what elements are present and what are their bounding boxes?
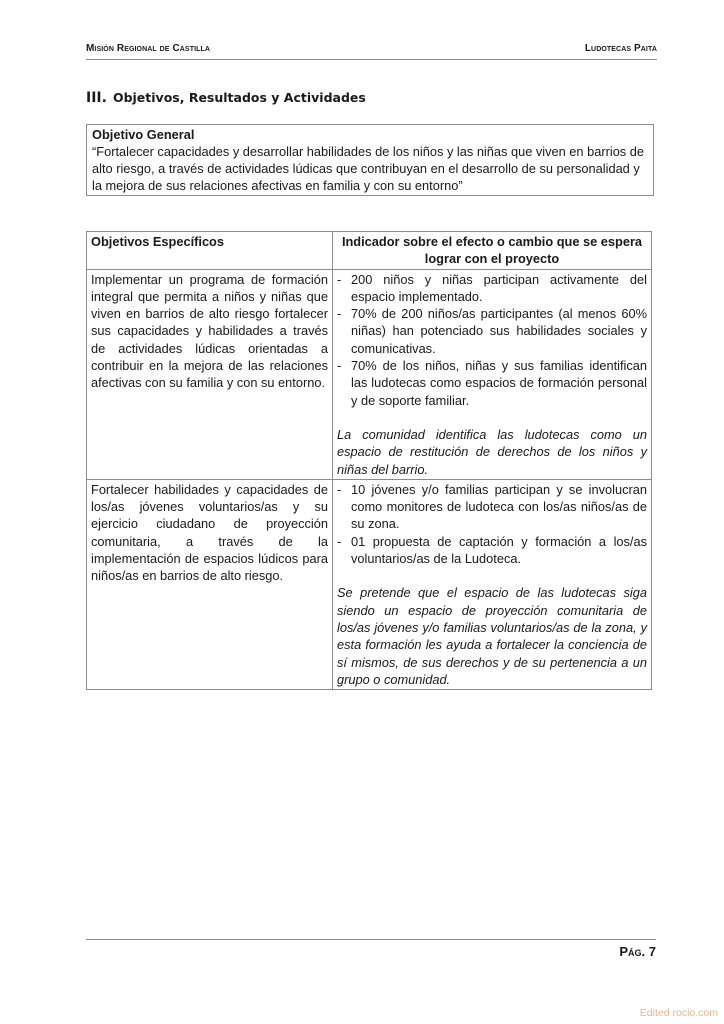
specific-objective: Fortalecer habilidades y capacidades de los/as jóvenes voluntarios/as y su ejercicio ciudadano de proyección comunitaria, a través de la implementación de espacios lúdicos para niños/as en barrios de alto riesgo. xyxy=(87,479,333,689)
indicators-cell xyxy=(333,269,652,479)
table-header-row xyxy=(87,232,652,270)
indicators-cell xyxy=(333,479,652,689)
indicator-item: - 200 niños y niñas participan activamente del espacio implementado. xyxy=(337,271,647,306)
general-objective-label: Objetivo General xyxy=(92,127,195,142)
section-number: III. xyxy=(86,90,107,106)
indicator-list xyxy=(337,481,647,567)
page-header xyxy=(86,43,657,54)
indicator-note: Se pretende que el espacio de las ludotecas siga siendo un espacio de proyección comunitaria de los/as jóvenes y/o familias voluntarios/as de la zona, y esta formación les ayuda a fortalecer la conciencia de sí mismos, de sus derechos y de su pertenencia a un grupo o comunidad. xyxy=(337,585,647,687)
table-row xyxy=(87,479,652,689)
general-objective-text: “Fortalecer capacidades y desarrollar habilidades de los niños y las niñas que viven en barrios de alto riesgo, a través de actividades lúdicas que contribuyan en el desarrollo de su personalidad y la mejora de sus relaciones afectivas en familia y con su entorno” xyxy=(92,144,644,193)
watermark: Edited rocio.com xyxy=(639,1007,718,1019)
indicator-item: - 01 propuesta de captación y formación a los/as voluntarios/as de la Ludoteca. xyxy=(337,533,647,568)
header-organization: Misión Regional de Castilla xyxy=(86,43,211,54)
header-project: Ludotecas Paita xyxy=(584,43,657,54)
specific-objective: Implementar un programa de formación integral que permita a niños y niñas que viven en barrios de alto riesgo fortalecer sus capacidades y habilidades a través de actividades lúdicas orientadas a contribuir en la mejora de las relaciones afectivas con su familia y con su entorno. xyxy=(87,269,333,479)
section-heading xyxy=(86,90,366,106)
objectives-table xyxy=(86,231,652,690)
column-header-indicators: Indicador sobre el efecto o cambio que se espera lograr con el proyecto xyxy=(333,232,652,270)
footer-divider xyxy=(86,939,656,940)
general-objective-box xyxy=(86,124,654,196)
table-row xyxy=(87,269,652,479)
indicator-list xyxy=(337,271,647,409)
page-number: Pág. 7 xyxy=(619,944,656,959)
column-header-objectives: Objetivos Específicos xyxy=(87,232,333,270)
indicator-item: - 10 jóvenes y/o familias participan y se involucran como monitores de ludoteca con los/as niños/as de su zona. xyxy=(337,481,647,533)
section-title: Objetivos, Resultados y Actividades xyxy=(112,90,366,105)
indicator-item: - 70% de los niños, niñas y sus familias identifican las ludotecas como espacios de formación personal y de soporte familiar. xyxy=(337,357,647,409)
header-divider xyxy=(86,59,657,60)
indicator-note: La comunidad identifica las ludotecas como un espacio de restitución de derechos de los niños y niñas del barrio. xyxy=(337,426,647,477)
indicator-item: - 70% de 200 niños/as participantes (al menos 60% niñas) han potenciado sus habilidades sociales y comunicativas. xyxy=(337,305,647,357)
